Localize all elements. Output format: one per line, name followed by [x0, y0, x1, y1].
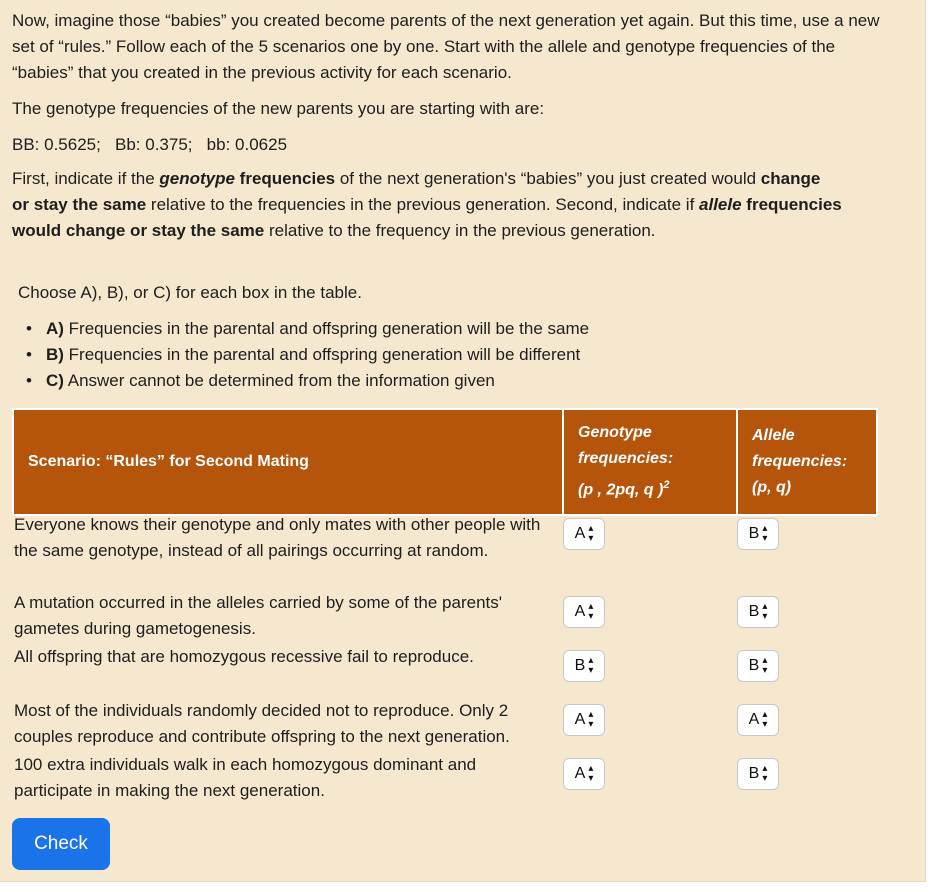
updown-arrow-icon: ▴ ▾ [762, 763, 768, 784]
scenario-1-allele-select[interactable]: B ▴ ▾ [737, 518, 779, 550]
scenario-5-text: 100 extra individuals walk in each homozygous dominant and participate in making the next generation. [14, 755, 477, 800]
scenario-3-text: All offspring that are homozygous recessive fail to reproduce. [14, 647, 474, 666]
options-list [26, 316, 589, 394]
scenario-table-header [12, 408, 878, 516]
updown-arrow-icon: ▴ ▾ [762, 523, 768, 544]
scenario-5-genotype-select[interactable]: A ▴ ▾ [563, 758, 605, 790]
header-allele: Allele frequencies: (p, q) [737, 409, 877, 515]
updown-arrow-icon: ▴ ▾ [588, 655, 594, 676]
instruction-paragraph: First, indicate if the genotype frequencies of the next generation's “babies” you just created would change or stay the same relative to the frequencies in the previous generation. Second, indicate if allele frequencies would change or stay the same relative to the frequency in the previous generation. [12, 169, 842, 240]
updown-arrow-icon: ▴ ▾ [762, 655, 768, 676]
option-a: • A) Frequencies in the parental and offspring generation will be the same [26, 319, 590, 338]
scenario-4-text: Most of the individuals randomly decided not to reproduce. Only 2 couples reproduce and contribute offspring to the next generation. [14, 701, 510, 746]
scenario-1-genotype-select[interactable]: A ▴ ▾ [563, 518, 605, 550]
starting-label: The genotype frequencies of the new parents you are starting with are: [12, 99, 545, 118]
choose-instruction: Choose A), B), or C) for each box in the table. [18, 283, 362, 302]
starting-values: BB: 0.5625; Bb: 0.375; bb: 0.0625 [12, 135, 288, 154]
header-genotype: Genotype frequencies: (p , 2pq, q )$^2$ [563, 409, 737, 515]
scenario-3-genotype-select[interactable]: B ▴ ▾ [563, 650, 605, 682]
updown-arrow-icon: ▴ ▾ [588, 601, 594, 622]
scenario-5-allele-select[interactable]: B ▴ ▾ [737, 758, 779, 790]
option-c: • C) Answer cannot be determined from the information given [26, 371, 495, 390]
scenario-2-text: A mutation occurred in the alleles carried by some of the parents' gametes during gametogenesis. [14, 593, 503, 638]
check-button[interactable]: Check [12, 818, 110, 870]
scenario-2-allele-select[interactable]: B ▴ ▾ [737, 596, 779, 628]
scenario-4-genotype-select[interactable]: A ▴ ▾ [563, 704, 605, 736]
scenario-2-genotype-select[interactable]: A ▴ ▾ [563, 596, 605, 628]
updown-arrow-icon: ▴ ▾ [588, 709, 594, 730]
updown-arrow-icon: ▴ ▾ [588, 763, 594, 784]
scenario-3-allele-select[interactable]: B ▴ ▾ [737, 650, 779, 682]
updown-arrow-icon: ▴ ▾ [762, 601, 768, 622]
intro-paragraph: Now, imagine those “babies” you created become parents of the next generation yet again. But this time, use a new set of “rules.” Follow each of the 5 scenarios one by one. Start with the allele and genotype frequencies of the “babies” that you created in the previous activity for each scenario. [12, 11, 880, 82]
updown-arrow-icon: ▴ ▾ [588, 523, 594, 544]
header-scenario: Scenario: “Rules” for Second Mating [13, 409, 563, 515]
scenario-1-text: Everyone knows their genotype and only mates with other people with the same genotype, instead of all pairings occurring at random. [14, 515, 541, 560]
option-b: • B) Frequencies in the parental and offspring generation will be different [26, 345, 581, 364]
scenario-4-allele-select[interactable]: A ▴ ▾ [737, 704, 779, 736]
updown-arrow-icon: ▴ ▾ [762, 709, 768, 730]
